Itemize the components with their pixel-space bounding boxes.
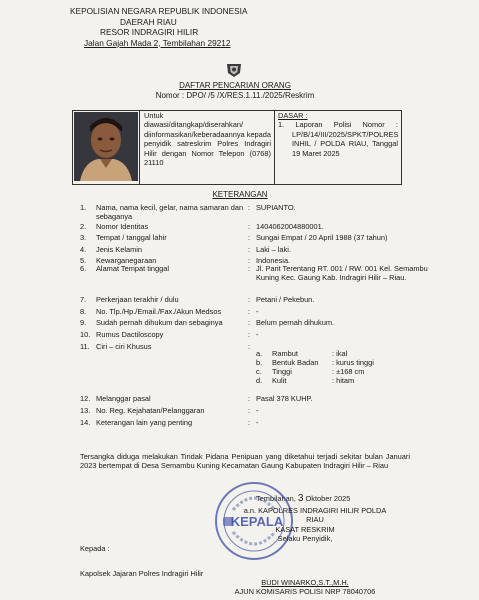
dasar-section — [278, 111, 398, 158]
row-label: Ciri – ciri Khusus — [96, 342, 152, 351]
row-label: Tempat / tanggal lahir — [96, 233, 167, 242]
row-label: Nama, nama kecil, gelar, nama samaran dan sebaganya — [96, 203, 244, 222]
row-colon: : — [248, 406, 251, 415]
row-colon: : — [248, 418, 251, 427]
letterhead-line-3: RESOR INDRAGIRI HILIR — [100, 27, 199, 37]
row-colon: : — [248, 394, 251, 403]
signature-line-1: a.n. KAPOLRES INDRAGIRI HILIR POLDA RIAU — [243, 506, 387, 525]
row-number: 9. — [80, 318, 87, 327]
row-colon: : — [248, 233, 251, 242]
row-number: 11. — [80, 342, 90, 351]
row-number: 1. — [80, 203, 87, 212]
police-emblem-icon — [224, 62, 244, 78]
row-value: Laki – laki. — [256, 245, 291, 254]
keterangan-title: KETERANGAN — [212, 190, 268, 199]
date-place: Tembilahan, — [256, 494, 296, 503]
row-value: - — [256, 330, 259, 339]
row-number: 4. — [80, 245, 87, 254]
row-label: No. Reg. Kejahatan/Pelanggaran — [96, 406, 205, 415]
letterhead — [70, 6, 248, 48]
ciri-letter: a. — [256, 349, 263, 358]
recipient: Kapolsek Jajaran Polres Indragiri Hilir — [80, 569, 204, 578]
row-number: 8. — [80, 307, 87, 316]
row-label: Nomor Identitas — [96, 222, 149, 231]
ciri-value: : ikal — [332, 349, 348, 358]
row-number: 12. — [80, 394, 91, 403]
ciri-attribute: Tinggi — [272, 367, 292, 376]
signatory-rank: AJUN KOMISARIS POLISI NRP 78040706 — [234, 587, 376, 597]
row-colon: : — [248, 256, 251, 265]
ciri-value: : hitam — [332, 376, 355, 385]
row-label: Alamat Tempat tinggal — [96, 264, 169, 273]
row-label: No. Tlp./Hp./Email./Fax./Akun Medsos — [96, 307, 222, 316]
stamp-text: KEPALA — [230, 514, 284, 529]
untuk-text: diawasi/ditangkap/diserahkan/ diinformasikan/keberadaannya kepada penyidik satreskrim Polres Indragiri Hilir dengan Nomor Telepon (0768) 21110 — [144, 120, 271, 168]
document-title — [150, 81, 320, 100]
row-value: - — [256, 406, 259, 415]
row-value: Petani / Pekebun. — [256, 295, 315, 304]
row-value: SUPIANTO. — [256, 203, 296, 212]
letterhead-line-2: DAERAH RIAU — [120, 16, 177, 27]
row-colon: : — [248, 318, 251, 327]
recipient-label: Kepada : — [80, 544, 110, 553]
date-day: 3 — [297, 493, 304, 504]
row-value: - — [256, 418, 259, 427]
ciri-letter: c. — [256, 367, 262, 376]
row-label: Jenis Kelamin — [96, 245, 143, 254]
row-colon: : — [248, 245, 251, 254]
dasar-label: DASAR : — [278, 111, 308, 120]
row-label: Perkerjaan terakhir / dulu — [96, 295, 179, 304]
suspect-portrait-icon — [74, 112, 138, 181]
signatory-name: BUDI WINARKO,S.T.,M.H. — [261, 577, 349, 587]
date-month-year: Oktober 2025 — [305, 494, 351, 503]
row-colon: : — [248, 307, 251, 316]
divider — [274, 110, 275, 185]
suspect-photo — [74, 112, 138, 181]
row-colon: : — [248, 222, 251, 231]
row-value: Pasal 378 KUHP. — [256, 394, 313, 403]
row-colon: : — [248, 342, 251, 351]
row-number: 13. — [80, 406, 91, 415]
title-number: Nomor : DPO/ /5 /X/RES.1.11./2025/Reskrim — [155, 90, 315, 100]
divider — [139, 110, 140, 185]
signature-line-3: Selaku Penyidik, — [277, 534, 333, 544]
row-label: Keterangan lain yang penting — [96, 418, 193, 427]
row-value: Belum pernah dihukum. — [256, 318, 335, 327]
title-heading: DAFTAR PENCARIAN ORANG — [179, 81, 291, 90]
letterhead-line-1: KEPOLISIAN NEGARA REPUBLIK INDONESIA — [70, 6, 248, 16]
ciri-value: : ±168 cm — [332, 367, 365, 376]
ciri-letter: b. — [256, 358, 263, 367]
row-label: Rumus Dactiloscopy — [96, 330, 164, 339]
row-value: Sungai Empat / 20 April 1988 (37 tahun) — [256, 233, 388, 242]
row-value: - — [256, 307, 259, 316]
letterhead-address: Jalan Gajah Mada 2, Tembilahan 29212 — [84, 37, 231, 48]
row-colon: : — [248, 330, 251, 339]
incident-paragraph: Tersangka diduga melakukan Tindak Pidana Penipuan yang diketahui terjadi sekitar bulan Januari 2023 bertempat di Desa Semambu Kuning Kecamatan Gaung Kabupaten Indragiri Hilir – Riau — [80, 452, 410, 471]
row-colon: : — [248, 203, 251, 212]
row-number: 10. — [80, 330, 91, 339]
row-label: Kewarganegaraan — [96, 256, 157, 265]
row-colon: : — [248, 264, 251, 273]
untuk-label: Untuk — [144, 111, 164, 120]
ciri-attribute: Kulit — [272, 376, 287, 385]
dasar-item-text: Laporan Polisi Nomor : LP/B/14/III/2025/SPKT/POLRES INHIL / POLDA RIAU, Tanggal 19 Maret 2025 — [292, 120, 399, 158]
row-value: 1404062004880001. — [256, 222, 324, 231]
row-number: 6. — [80, 264, 87, 273]
ciri-attribute: Bentuk Badan — [272, 358, 319, 367]
row-value: Jl. Parit Terentang RT. 001 / RW. 001 Kel. Semambu Kuning Kec. Gaung Kab. Indragiri Hilir – Riau. — [256, 264, 428, 283]
row-colon: : — [248, 295, 251, 304]
dasar-item-number: 1. — [278, 120, 285, 130]
row-number: 3. — [80, 233, 87, 242]
ciri-attribute: Rambut — [272, 349, 298, 358]
row-number: 5. — [80, 256, 87, 265]
row-number: 2. — [80, 222, 87, 231]
ciri-value: : kurus tinggi — [332, 358, 374, 367]
dasar-item — [278, 120, 398, 158]
ciri-letter: d. — [256, 376, 263, 385]
row-number: 14. — [80, 418, 91, 427]
signature-block — [215, 506, 395, 596]
row-value: Indonesia. — [256, 256, 291, 265]
row-label: Sudah pernah dihukum dan sebaginya — [96, 318, 223, 327]
signature-line-2: KASAT RESKRIM — [275, 524, 335, 534]
row-label: Melanggar pasal — [96, 394, 151, 403]
untuk-section — [144, 111, 271, 167]
row-number: 7. — [80, 295, 87, 304]
